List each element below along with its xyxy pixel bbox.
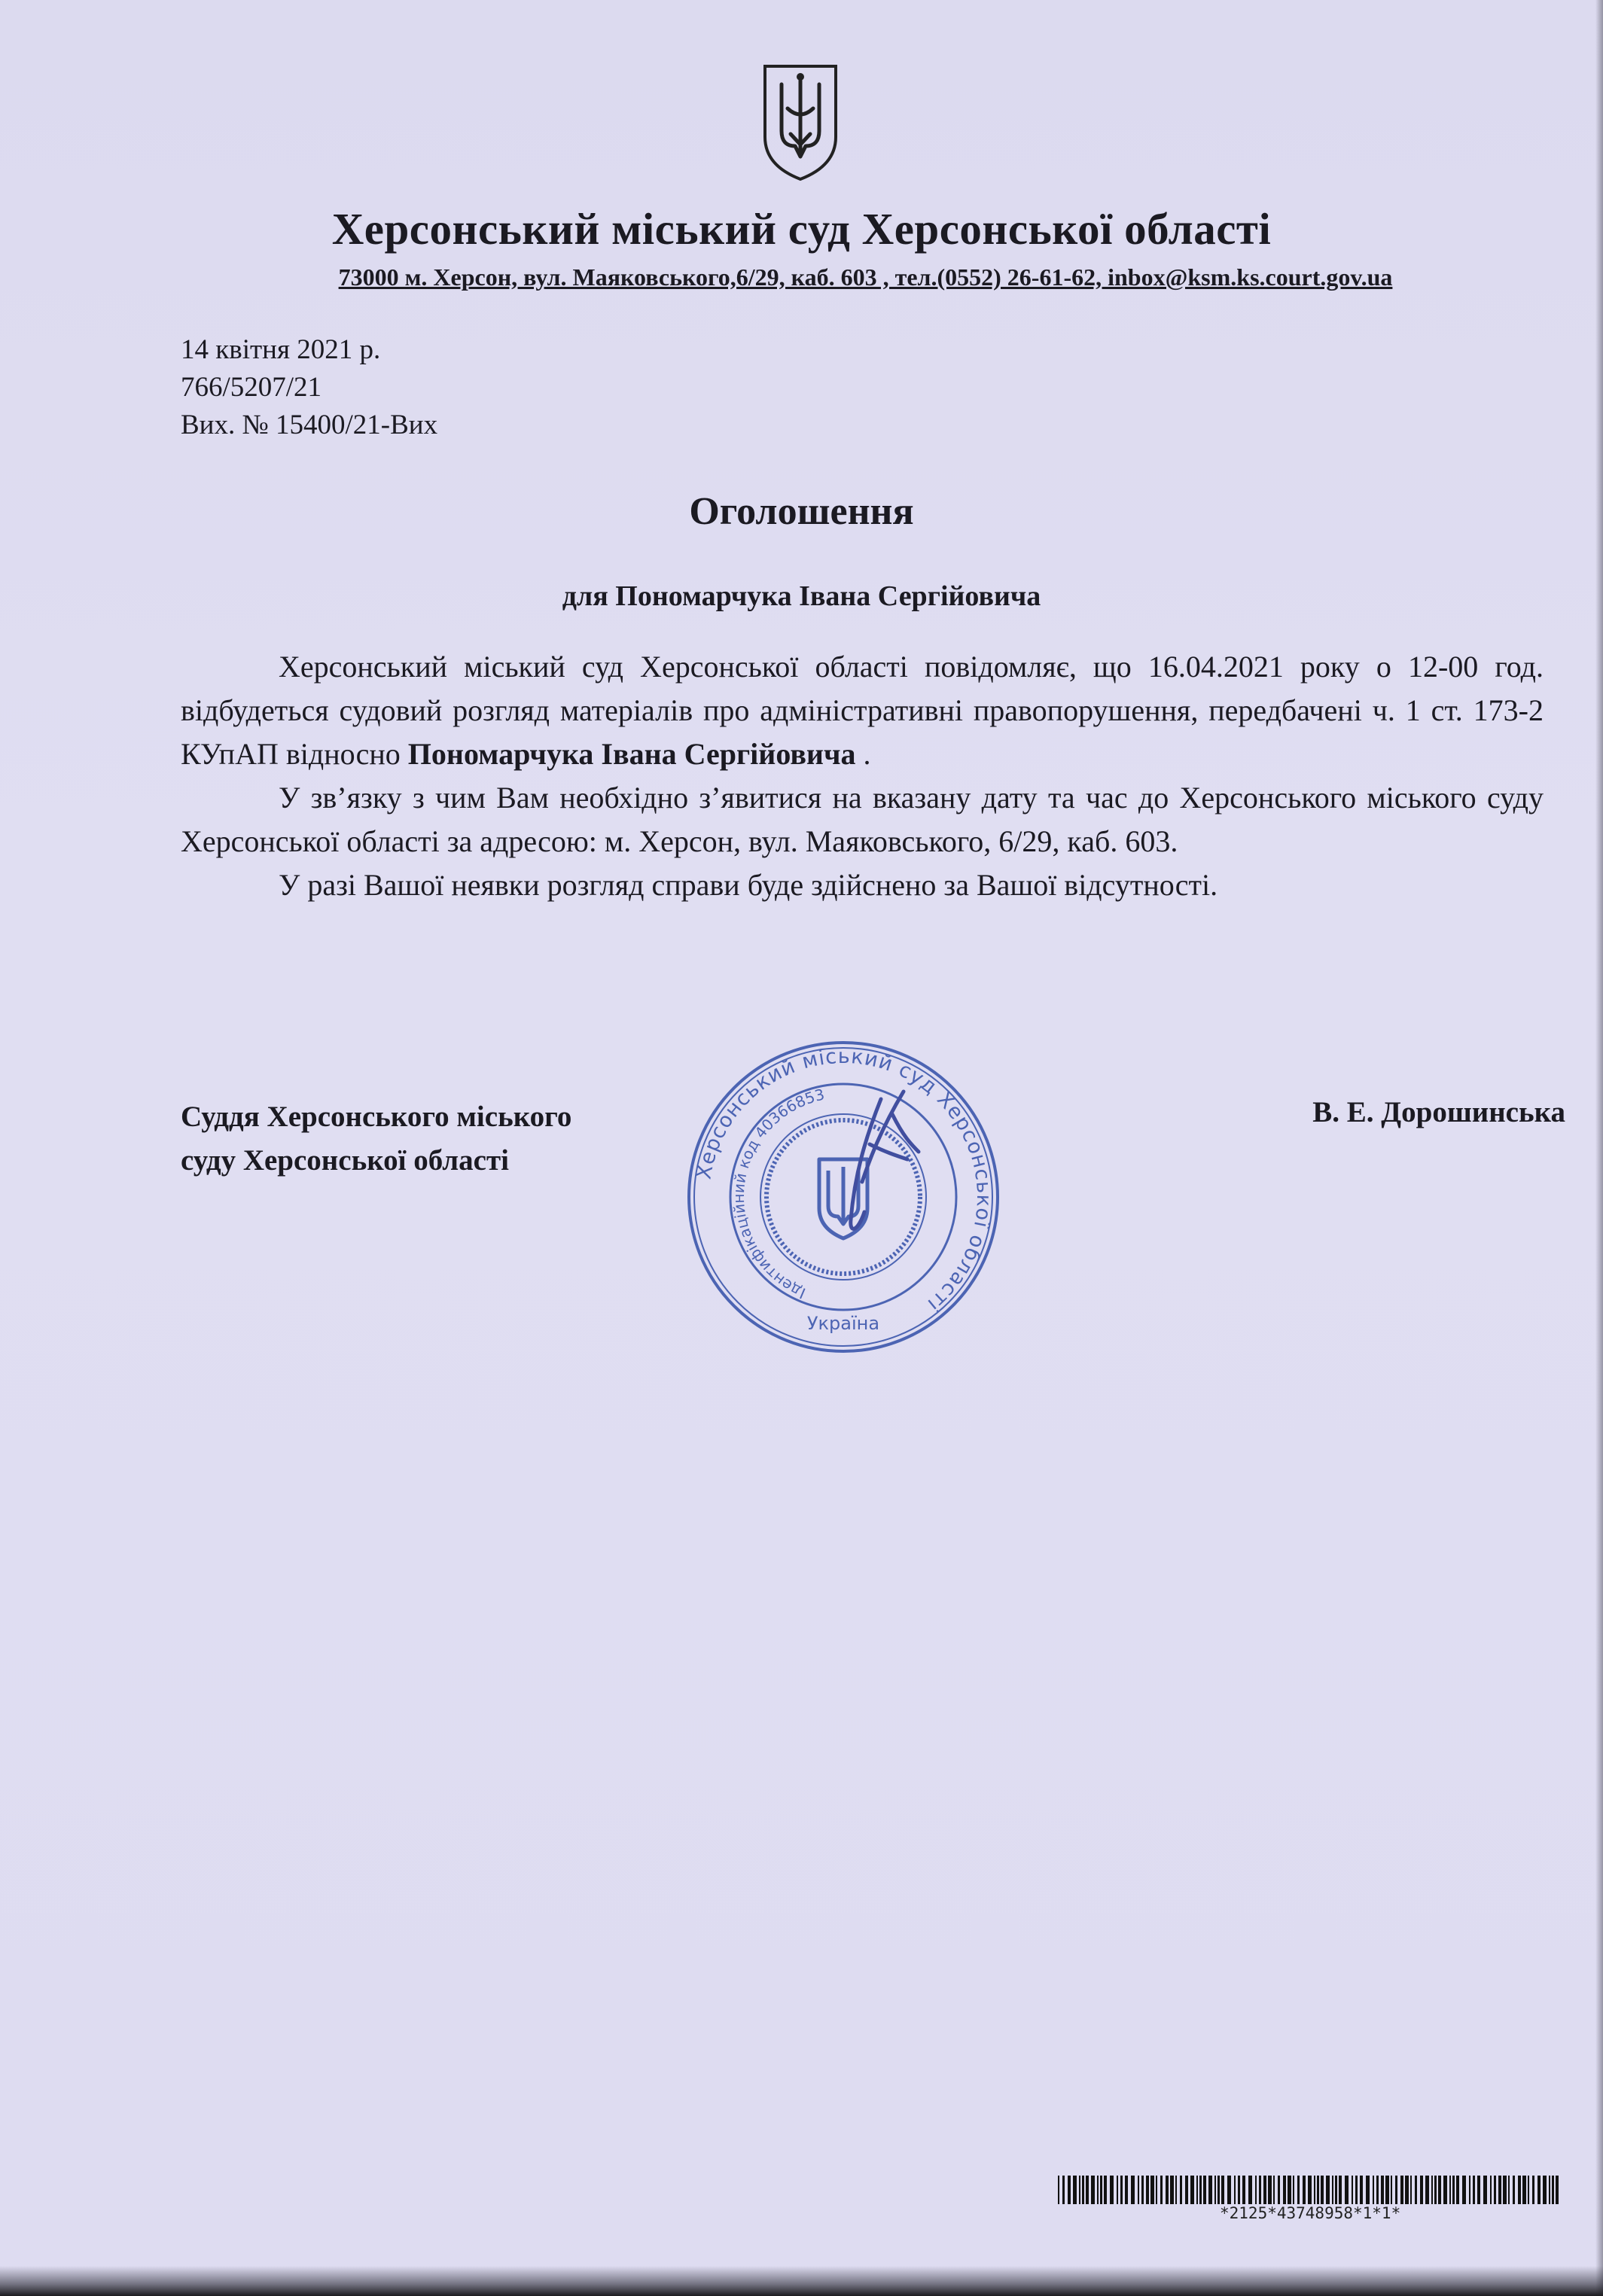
barcode-bar: [1170, 2176, 1174, 2204]
barcode-bar: [1146, 2176, 1149, 2204]
barcode-bar: [1317, 2176, 1319, 2204]
barcode-bar: [1345, 2176, 1349, 2204]
barcode-bar: [1503, 2176, 1507, 2204]
barcode-text: *2125*43748958*1*1*: [1220, 2204, 1401, 2222]
barcode-bar: [1308, 2176, 1312, 2204]
barcode-bar: [1494, 2176, 1496, 2204]
barcode-bar: [1508, 2176, 1510, 2204]
barcode-bar: [1091, 2176, 1095, 2204]
barcode-bar: [1131, 2176, 1135, 2204]
barcode-bar: [1180, 2176, 1182, 2204]
barcode-bar: [1278, 2176, 1280, 2204]
barcode-bar: [1385, 2176, 1389, 2204]
barcode-bar: [1425, 2176, 1429, 2204]
paragraph-hearing: [181, 645, 1544, 776]
barcode-bar: [1314, 2176, 1315, 2204]
barcode-bar: [1242, 2176, 1245, 2204]
paragraph-summons: У зв’язку з чим Вам необхідно з’явитися на вказану дату та час до Херсонського міського суду Херсонської області за адресою: м. Херсон, вул. Маяковського, 6/29, каб. 603.: [181, 781, 1544, 858]
paragraph-absence: У разі Вашої неявки розгляд справи буде здійснено за Вашої відсутності.: [279, 868, 1218, 902]
barcode-bar: [1335, 2176, 1337, 2204]
barcode-bar: [1283, 2176, 1286, 2204]
barcode-bar: [1203, 2176, 1206, 2204]
coat-of-arms-icon: [759, 62, 842, 182]
barcode-bar: [1199, 2176, 1202, 2204]
barcode-bar: [1100, 2176, 1102, 2204]
barcode-bar: [1166, 2176, 1169, 2204]
barcode-bar: [1522, 2176, 1526, 2204]
barcode-bar: [1259, 2176, 1261, 2204]
barcode-bar: [1141, 2176, 1144, 2204]
barcode-bar: [1288, 2176, 1291, 2204]
barcode-bar: [1452, 2176, 1455, 2204]
barcode-bar: [1125, 2176, 1128, 2204]
document-meta: [181, 331, 437, 444]
barcode-bar: [1473, 2176, 1475, 2204]
barcode: [1058, 2176, 1562, 2204]
barcode-bar: [1268, 2176, 1272, 2204]
barcode-bar: [1352, 2176, 1353, 2204]
barcode-bar: [1469, 2176, 1470, 2204]
barcode-bar: [1549, 2176, 1550, 2204]
barcode-bar: [1062, 2176, 1065, 2204]
barcode-bar: [1355, 2176, 1358, 2204]
barcode-bar: [1528, 2176, 1529, 2204]
barcode-bar: [1217, 2176, 1220, 2204]
barcode-bar: [1449, 2176, 1451, 2204]
barcode-bar: [1238, 2176, 1240, 2204]
barcode-bar: [1175, 2176, 1177, 2204]
barcode-bar: [1434, 2176, 1437, 2204]
barcode-bar: [1532, 2176, 1534, 2204]
barcode-bar: [1297, 2176, 1300, 2204]
barcode-bar: [1513, 2176, 1515, 2204]
barcode-bar: [1438, 2176, 1441, 2204]
barcode-bar: [1293, 2176, 1294, 2204]
barcode-bar: [1443, 2176, 1447, 2204]
defendant-name: Пономарчука Івана Сергійовича: [407, 737, 856, 771]
signature-scribble: [851, 1092, 919, 1229]
barcode-bar: [1360, 2176, 1363, 2204]
barcode-bar: [1326, 2176, 1330, 2204]
barcode-bar: [1273, 2176, 1275, 2204]
barcode-bar: [1079, 2176, 1080, 2204]
barcode-bar: [1214, 2176, 1216, 2204]
barcode-bar: [1097, 2176, 1099, 2204]
court-address: 73000 м. Херсон, вул. Маяковського,6/29, каб. 603 , тел.(0552) 26-61-62, inbox@ksm.ks.court.gov.ua: [338, 263, 1393, 291]
stamp-outer-text: Херсонський міський суд Херсонської області: [692, 1044, 996, 1317]
case-number: 766/5207/21: [181, 372, 322, 403]
barcode-bar: [1537, 2176, 1541, 2204]
barcode-bar: [1160, 2176, 1163, 2204]
barcode-bar: [1381, 2176, 1384, 2204]
judge-position: [181, 1095, 571, 1183]
barcode-bar: [1068, 2176, 1071, 2204]
barcode-bar: [1373, 2176, 1374, 2204]
barcode-bar: [1456, 2176, 1459, 2204]
paragraph-hearing-text: Херсонський міський суд Херсонської області повідомляє, що 16.04.2021 року о 12-00 год. відбудеться судовий розгляд матеріалів про адміністративні правопорушення, передбачені ч. 1 ст. 173-2 КУпАП відносно: [181, 650, 1544, 771]
barcode-bar: [1543, 2176, 1547, 2204]
stamp-country: Україна: [806, 1313, 880, 1334]
barcode-bar: [1405, 2176, 1409, 2204]
barcode-bar: [1104, 2176, 1107, 2204]
barcode-bar: [1086, 2176, 1089, 2204]
barcode-bar: [1556, 2176, 1559, 2204]
barcode-bar: [1410, 2176, 1412, 2204]
barcode-bar: [1156, 2176, 1157, 2204]
barcode-bar: [1073, 2176, 1077, 2204]
svg-text:Ідентифікаційний код 40366853: [730, 1086, 826, 1303]
barcode-bar: [1221, 2176, 1224, 2204]
barcode-bar: [1248, 2176, 1252, 2204]
barcode-bar: [1255, 2176, 1257, 2204]
court-name: Херсонський міський суд Херсонської області: [331, 204, 1272, 254]
stamp-inner-text: Ідентифікаційний код 40366853: [729, 1085, 827, 1303]
barcode-bar: [1339, 2176, 1342, 2204]
barcode-bar: [1462, 2176, 1466, 2204]
barcode-bar: [1376, 2176, 1379, 2204]
barcode-bar: [1552, 2176, 1554, 2204]
barcode-bar: [1395, 2176, 1397, 2204]
barcode-bar: [1391, 2176, 1392, 2204]
barcode-bar: [1332, 2176, 1333, 2204]
barcode-bar: [1321, 2176, 1324, 2204]
addressee: для Пономарчука Івана Сергійовича: [562, 580, 1041, 612]
document-title: Оголошення: [689, 490, 914, 533]
barcode-bar: [1415, 2176, 1417, 2204]
barcode-bar: [1263, 2176, 1266, 2204]
barcode-bar: [1234, 2176, 1236, 2204]
barcode-bar: [1082, 2176, 1084, 2204]
barcode-bar: [1117, 2176, 1118, 2204]
barcode-bar: [1490, 2176, 1492, 2204]
barcode-bar: [1150, 2176, 1154, 2204]
barcode-bar: [1227, 2176, 1231, 2204]
announcement-body: [181, 645, 1544, 907]
stamp-trident-icon: [819, 1159, 867, 1238]
barcode-bar: [1431, 2176, 1433, 2204]
barcode-bar: [1120, 2176, 1123, 2204]
outgoing-number: Вих. № 15400/21-Вих: [181, 410, 438, 440]
judge-position-line1: Суддя Херсонського міського: [181, 1101, 572, 1133]
barcode-bar: [1400, 2176, 1403, 2204]
paragraph-hearing-end: .: [855, 737, 871, 771]
barcode-bar: [1110, 2176, 1114, 2204]
barcode-bar: [1196, 2176, 1198, 2204]
page-bottom-edge: [0, 2266, 1603, 2296]
document-date: 14 квітня 2021 р.: [181, 334, 381, 365]
barcode-bar: [1477, 2176, 1480, 2204]
barcode-bar: [1303, 2176, 1306, 2204]
barcode-bar: [1185, 2176, 1188, 2204]
barcode-bar: [1208, 2176, 1212, 2204]
barcode-bar: [1190, 2176, 1194, 2204]
barcode-bar: [1138, 2176, 1139, 2204]
barcode-bar: [1058, 2176, 1059, 2204]
judge-name: В. Е. Дорошинська: [1312, 1096, 1565, 1128]
page-right-edge: [1595, 0, 1603, 2296]
barcode-bar: [1483, 2176, 1487, 2204]
judge-position-line2: суду Херсонської області: [181, 1144, 509, 1177]
barcode-bar: [1498, 2176, 1501, 2204]
barcode-bar: [1420, 2176, 1423, 2204]
barcode-bar: [1366, 2176, 1370, 2204]
barcode-bar: [1518, 2176, 1521, 2204]
court-stamp: [678, 1031, 1009, 1363]
